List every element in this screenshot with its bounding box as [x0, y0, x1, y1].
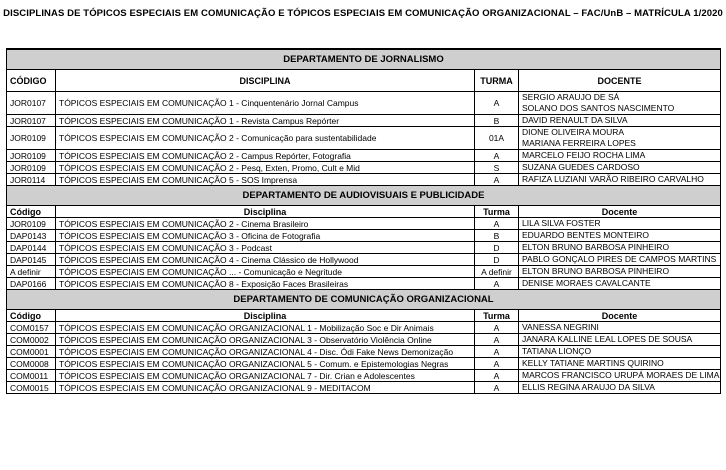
course-turma: A: [475, 322, 519, 334]
course-discipline: TÓPICOS ESPECIAIS EM COMUNICAÇÃO ORGANIZACIONAL 7 - Dir. Crian e Adolescentes: [56, 370, 475, 382]
course-discipline: TÓPICOS ESPECIAIS EM COMUNICAÇÃO ORGANIZACIONAL 4 - Disc. Ódi Fake News Demonização: [56, 346, 475, 358]
course-code: JOR0107: [7, 92, 56, 115]
course-code: COM0011: [7, 370, 56, 382]
course-turma: B: [475, 115, 519, 127]
docente-name: ELTON BRUNO BARBOSA PINHEIRO: [522, 242, 670, 252]
docente-name: MARIANA FERREIRA LOPES: [522, 138, 636, 148]
docente-name: LILA SILVA FOSTER: [522, 218, 601, 228]
table-row: [7, 254, 721, 266]
course-docente: [519, 278, 721, 290]
column-header-docente: Docente: [519, 310, 721, 322]
course-code: JOR0109: [7, 127, 56, 150]
course-docente: [519, 92, 721, 115]
column-header-docente: Docente: [519, 206, 721, 218]
course-turma: A definir: [475, 266, 519, 278]
docente-name: SERGIO ARAUJO DE SÁ: [522, 92, 620, 102]
course-turma: 01A: [475, 127, 519, 150]
course-code: JOR0114: [7, 174, 56, 186]
department-header-row: [7, 290, 721, 310]
table-row: [7, 358, 721, 370]
course-discipline: TÓPICOS ESPECIAIS EM COMUNICAÇÃO 1 - Cinquentenário Jornal Campus: [56, 92, 475, 115]
document-title: DISCIPLINAS DE TÓPICOS ESPECIAIS EM COMUNICAÇÃO E TÓPICOS ESPECIAIS EM COMUNICAÇÃO ORGANIZACIONAL – FAC/UnB – MATRÍCULA 1/2020: [3, 8, 723, 19]
column-header-discipline: Disciplina: [56, 206, 475, 218]
course-turma: A: [475, 92, 519, 115]
course-docente: [519, 218, 721, 230]
column-header-row: [7, 310, 721, 322]
course-code: JOR0109: [7, 162, 56, 174]
column-header-turma: TURMA: [475, 70, 519, 92]
table-row: [7, 382, 721, 394]
column-header-turma: Turma: [475, 310, 519, 322]
table-row: [7, 92, 721, 115]
docente-name: MARCOS FRANCISCO URUPÁ MORAES DE LIMA: [522, 370, 720, 380]
course-docente: [519, 322, 721, 334]
course-discipline: TÓPICOS ESPECIAIS EM COMUNICAÇÃO 2 - Cinema Brasileiro: [56, 218, 475, 230]
department-name: DEPARTAMENTO DE AUDIOVISUAIS E PUBLICIDADE: [7, 186, 721, 206]
course-turma: B: [475, 230, 519, 242]
department-header-row: [7, 186, 721, 206]
docente-name: MARCELO FEIJO ROCHA LIMA: [522, 150, 646, 160]
docente-name: DIONE OLIVEIRA MOURA: [522, 127, 625, 137]
course-code: JOR0109: [7, 218, 56, 230]
course-turma: A: [475, 370, 519, 382]
table-row: [7, 242, 721, 254]
course-docente: [519, 382, 721, 394]
course-discipline: TÓPICOS ESPECIAIS EM COMUNICAÇÃO ORGANIZACIONAL 9 - MEDITACOM: [56, 382, 475, 394]
docente-name: KELLY TATIANE MARTINS QUIRINO: [522, 358, 664, 368]
course-turma: A: [475, 358, 519, 370]
course-discipline: TÓPICOS ESPECIAIS EM COMUNICAÇÃO 5 - SOS Imprensa: [56, 174, 475, 186]
column-header-docente: DOCENTE: [519, 70, 721, 92]
course-docente: [519, 358, 721, 370]
table-row: [7, 370, 721, 382]
course-discipline: TÓPICOS ESPECIAIS EM COMUNICAÇÃO 8 - Exposição Faces Brasileiras: [56, 278, 475, 290]
course-code: DAP0145: [7, 254, 56, 266]
course-turma: D: [475, 254, 519, 266]
course-docente: [519, 334, 721, 346]
docente-name: DENISE MORAES CAVALCANTE: [522, 278, 651, 288]
course-turma: A: [475, 278, 519, 290]
course-discipline: TÓPICOS ESPECIAIS EM COMUNICAÇÃO 3 - Podcast: [56, 242, 475, 254]
course-code: COM0157: [7, 322, 56, 334]
table-row: [7, 174, 721, 186]
docente-name: TATIANA LIONÇO: [522, 346, 592, 356]
course-docente: [519, 346, 721, 358]
docente-name: EDUARDO BENTES MONTEIRO: [522, 230, 650, 240]
table-row: [7, 346, 721, 358]
course-code: COM0008: [7, 358, 56, 370]
course-discipline: TÓPICOS ESPECIAIS EM COMUNICAÇÃO ... - Comunicação e Negritude: [56, 266, 475, 278]
course-turma: A: [475, 346, 519, 358]
column-header-code: Código: [7, 206, 56, 218]
course-docente: [519, 254, 721, 266]
course-code: DAP0143: [7, 230, 56, 242]
course-discipline: TÓPICOS ESPECIAIS EM COMUNICAÇÃO ORGANIZACIONAL 3 - Observatório Violência Online: [56, 334, 475, 346]
docente-name: DAVID RENAULT DA SILVA: [522, 115, 628, 125]
course-turma: D: [475, 242, 519, 254]
column-header-row: [7, 70, 721, 92]
column-header-discipline: Disciplina: [56, 310, 475, 322]
disciplines-table: [6, 48, 721, 394]
department-name: DEPARTAMENTO DE COMUNICAÇÃO ORGANIZACIONAL: [7, 290, 721, 310]
course-turma: A: [475, 382, 519, 394]
course-docente: [519, 230, 721, 242]
course-discipline: TÓPICOS ESPECIAIS EM COMUNICAÇÃO 4 - Cinema Clássico de Hollywood: [56, 254, 475, 266]
docente-name: RAFIZA LUZIANI VARÃO RIBEIRO CARVALHO: [522, 174, 704, 184]
course-code: COM0015: [7, 382, 56, 394]
table-row: [7, 127, 721, 150]
course-docente: [519, 174, 721, 186]
course-discipline: TÓPICOS ESPECIAIS EM COMUNICAÇÃO 3 - Oficina de Fotografia: [56, 230, 475, 242]
docente-name: VANESSA NEGRINI: [522, 322, 599, 332]
column-header-discipline: DISCIPLINA: [56, 70, 475, 92]
table-row: [7, 150, 721, 162]
course-code: DAP0144: [7, 242, 56, 254]
table-row: [7, 266, 721, 278]
table-row: [7, 230, 721, 242]
course-discipline: TÓPICOS ESPECIAIS EM COMUNICAÇÃO ORGANIZACIONAL 5 - Comum. e Epistemologias Negras: [56, 358, 475, 370]
column-header-turma: Turma: [475, 206, 519, 218]
course-discipline: TÓPICOS ESPECIAIS EM COMUNICAÇÃO 2 - Comunicação para sustentabilidade: [56, 127, 475, 150]
column-header-row: [7, 206, 721, 218]
table-row: [7, 162, 721, 174]
course-turma: S: [475, 162, 519, 174]
course-code: A definir: [7, 266, 56, 278]
course-turma: A: [475, 150, 519, 162]
department-header-row: [7, 49, 721, 70]
table-row: [7, 322, 721, 334]
course-discipline: TÓPICOS ESPECIAIS EM COMUNICAÇÃO ORGANIZACIONAL 1 - Mobilização Soc e Dir Animais: [56, 322, 475, 334]
column-header-code: Código: [7, 310, 56, 322]
course-code: DAP0166: [7, 278, 56, 290]
table-row: [7, 218, 721, 230]
course-turma: A: [475, 218, 519, 230]
course-docente: [519, 115, 721, 127]
table-row: [7, 115, 721, 127]
department-name: DEPARTAMENTO DE JORNALISMO: [7, 49, 721, 70]
course-code: JOR0109: [7, 150, 56, 162]
course-docente: [519, 150, 721, 162]
column-header-code: CÓDIGO: [7, 70, 56, 92]
course-code: COM0001: [7, 346, 56, 358]
course-turma: A: [475, 174, 519, 186]
course-discipline: TÓPICOS ESPECIAIS EM COMUNICAÇÃO 2 - Pesq, Exten, Promo, Cult e Mid: [56, 162, 475, 174]
docente-name: JANARA KALLINE LEAL LOPES DE SOUSA: [522, 334, 693, 344]
course-docente: [519, 266, 721, 278]
table-row: [7, 334, 721, 346]
course-docente: [519, 370, 721, 382]
course-code: JOR0107: [7, 115, 56, 127]
docente-name: ELTON BRUNO BARBOSA PINHEIRO: [522, 266, 670, 276]
docente-name: ELLIS REGINA ARAUJO DA SILVA: [522, 382, 655, 392]
course-turma: A: [475, 334, 519, 346]
docente-name: SUZANA GUEDES CARDOSO: [522, 162, 640, 172]
course-code: COM0002: [7, 334, 56, 346]
course-discipline: TÓPICOS ESPECIAIS EM COMUNICAÇÃO 2 - Campus Repórter, Fotografia: [56, 150, 475, 162]
course-docente: [519, 127, 721, 150]
docente-name: SOLANO DOS SANTOS NASCIMENTO: [522, 103, 675, 113]
docente-name: PABLO GONÇALO PIRES DE CAMPOS MARTINS: [522, 254, 717, 264]
course-docente: [519, 162, 721, 174]
table-row: [7, 278, 721, 290]
course-discipline: TÓPICOS ESPECIAIS EM COMUNICAÇÃO 1 - Revista Campus Repórter: [56, 115, 475, 127]
course-docente: [519, 242, 721, 254]
